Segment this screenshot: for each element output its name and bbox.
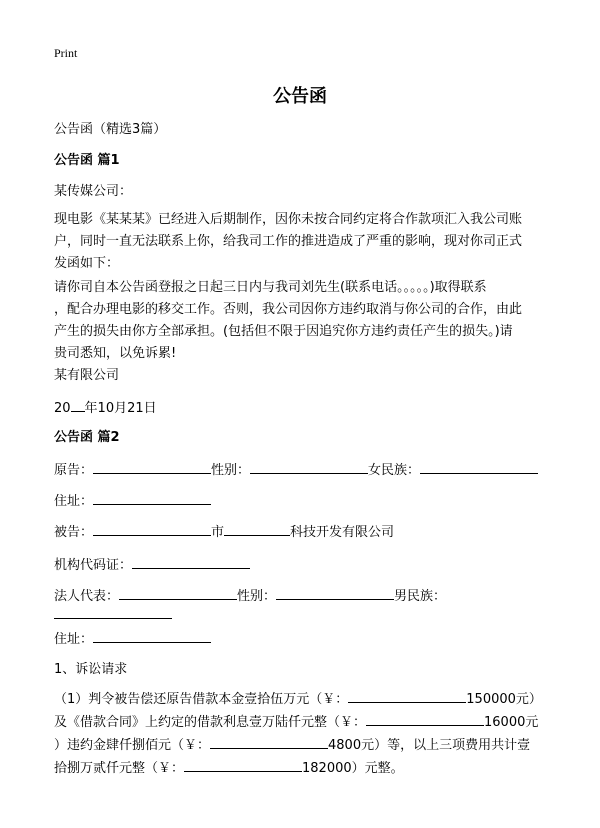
address-blank	[93, 490, 211, 505]
org-code-label: 机构代码证：	[54, 558, 133, 573]
claim-line	[54, 688, 548, 711]
section1-paragraph-1	[54, 209, 548, 275]
org-code-blank	[132, 554, 250, 569]
company-suffix: 科技开发有限公司	[290, 525, 395, 540]
address2-label: 住址：	[54, 632, 94, 647]
paragraph-line: ，配合办理电影的移交工作。否则，我公司因你方违约取消与你公司的合作，由此	[54, 302, 523, 317]
claim-text: 拾捌万贰仟元整（￥：	[54, 761, 185, 776]
ethnicity-blank	[420, 459, 538, 474]
legal-rep-label: 法人代表：	[54, 589, 120, 604]
gender-label: 性别：	[211, 463, 251, 478]
gender-label-2: 性别：	[237, 589, 277, 604]
date-blank	[71, 397, 85, 412]
claims-heading: 1、诉讼请求	[54, 662, 128, 677]
section1-heading: 公告函 篇1	[54, 153, 120, 168]
date-prefix: 20	[54, 401, 71, 416]
claim-1	[54, 688, 548, 780]
claim-blank	[210, 734, 328, 749]
section1-paragraph-2	[54, 277, 548, 365]
paragraph-line: 现电影《某某某》已经进入后期制作，因你未按合同约定将合作款项汇入我公司账	[54, 212, 523, 227]
city-blank	[224, 521, 290, 536]
salutation: 某传媒公司：	[54, 184, 133, 199]
address-label: 住址：	[54, 494, 94, 509]
claim-text: （1）判令被告偿还原告借款本金壹拾伍万元（￥：	[54, 692, 349, 707]
legal-rep-blank	[119, 585, 237, 600]
claim-line	[54, 734, 548, 757]
print-link[interactable]: Print	[54, 46, 78, 60]
org-code-row	[54, 554, 250, 575]
legal-rep-row	[54, 585, 446, 606]
claim-text: 150000元）	[466, 692, 542, 707]
claim-text: 16000元	[484, 715, 539, 730]
gender-blank	[250, 459, 368, 474]
paragraph-line: 产生的损失由你方全部承担。(包括但不限于因追究你方违约责任产生的损失。)请	[54, 324, 513, 339]
male-ethnicity-blank-row	[54, 604, 172, 625]
claim-text: 4800元）等，以上三项费用共计壹	[328, 738, 531, 753]
date-line	[54, 397, 157, 418]
gender-blank-2	[276, 585, 394, 600]
claim-text: ）违约金肆仟捌佰元（￥：	[54, 738, 211, 753]
paragraph-line: 贵司悉知，以免诉累!	[54, 346, 177, 361]
plaintiff-label: 原告：	[54, 463, 94, 478]
section2-heading: 公告函 篇2	[54, 430, 120, 445]
claim-blank	[366, 711, 484, 726]
claim-text: 及《借款合同》上约定的借款利息壹万陆仟元整（￥：	[54, 715, 367, 730]
defendant-row	[54, 521, 394, 542]
male-ethnicity-label: 男民族：	[394, 589, 447, 604]
address-row	[54, 490, 211, 511]
paragraph-line: 请你司自本公告函登报之日起三日内与我司刘先生(联系电话。。。。。)取得联系	[54, 280, 487, 295]
city-label: 市	[211, 525, 225, 540]
claim-line	[54, 711, 548, 734]
document-subtitle: 公告函（精选3篇）	[54, 122, 167, 137]
male-ethnicity-blank	[54, 604, 172, 619]
document-title: 公告函	[273, 86, 327, 107]
date-suffix: 年10月21日	[84, 401, 157, 416]
defendant-label: 被告：	[54, 525, 94, 540]
claim-blank	[348, 688, 466, 703]
address2-blank	[93, 628, 211, 643]
address2-row	[54, 628, 211, 649]
claim-text: 182000）元整。	[302, 761, 404, 776]
paragraph-line: 发函如下：	[54, 256, 120, 271]
claim-line	[54, 757, 548, 780]
signer: 某有限公司	[54, 368, 120, 383]
defendant-blank	[93, 521, 211, 536]
claim-blank	[184, 757, 302, 772]
female-ethnicity-label: 女民族：	[368, 463, 421, 478]
plaintiff-blank	[93, 459, 211, 474]
plaintiff-row	[54, 459, 538, 480]
paragraph-line: 户，同时一直无法联系上你，给我司工作的推进造成了严重的影响，现对你司正式	[54, 234, 523, 249]
